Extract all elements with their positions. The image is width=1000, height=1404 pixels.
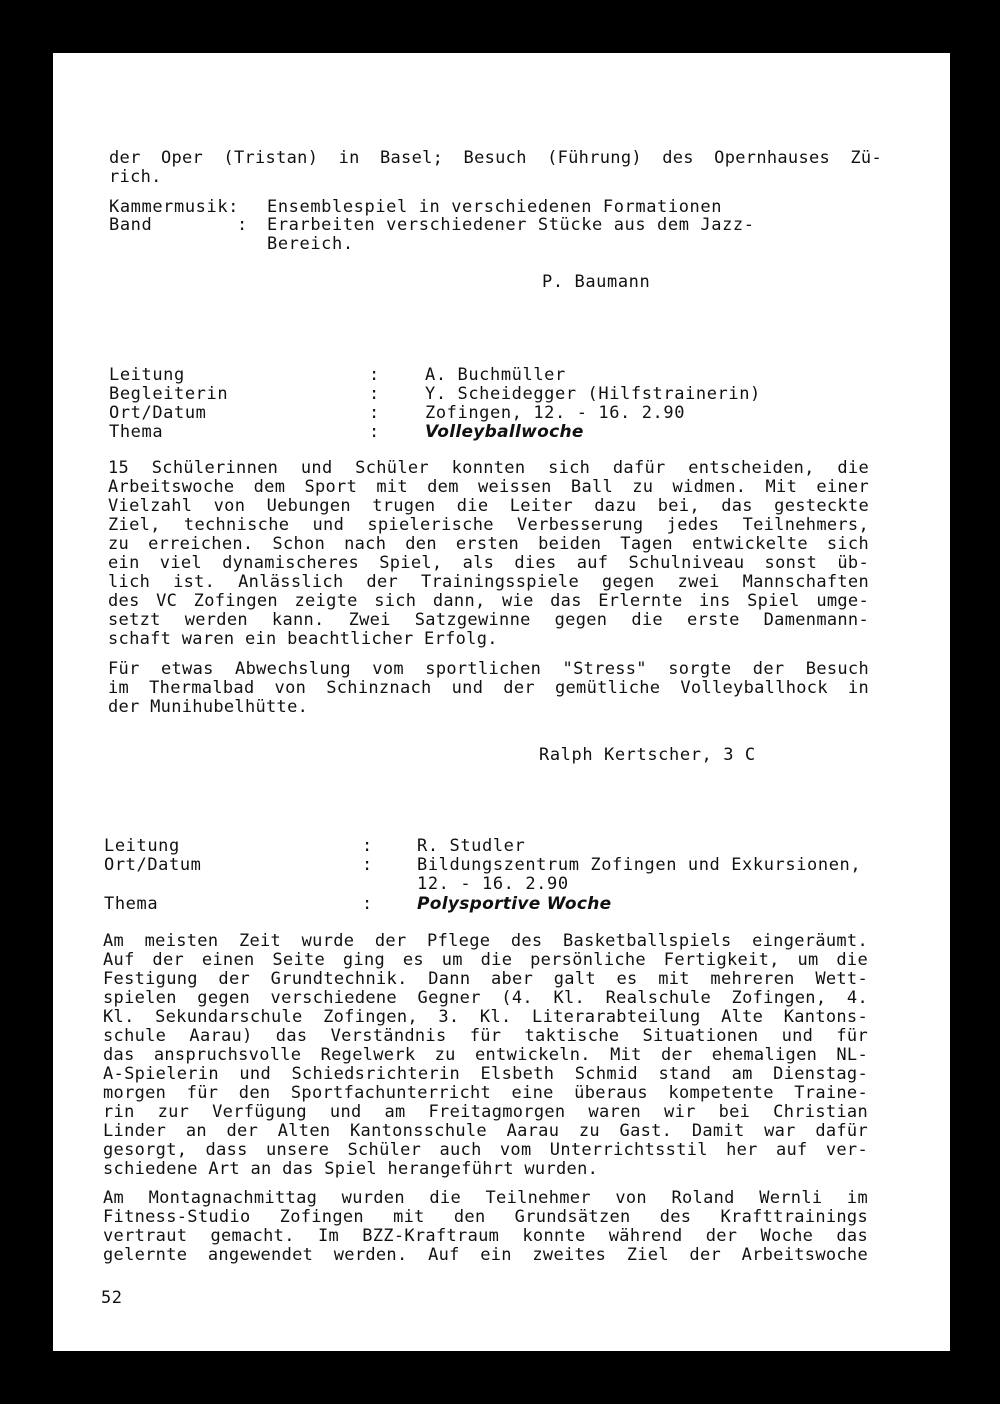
text-line: gesorgt, dass unsere Schüler auch vom Unterrichtsstil her auf ver- <box>103 1140 868 1160</box>
meta-label-ort-datum: Ort/Datum <box>104 855 202 875</box>
band-label: Band <box>109 215 153 235</box>
text-line: Auf der einen Seite ging es um die persönliche Fertigkeit, um die <box>103 950 868 970</box>
meta-value-ort-datum: Zofingen, 12. - 16. 2.90 <box>425 403 686 423</box>
meta-value-leitung: R. Studler <box>417 836 526 856</box>
text-line: rin zur Verfügung und am Freitagmorgen waren wir bei Christian <box>103 1102 868 1122</box>
text-line: setzt werden kann. Zwei Satzgewinne gegen die erste Damenmann- <box>108 610 869 630</box>
kammermusik-value: Ensemblespiel in verschiedenen Formationen <box>267 197 723 217</box>
text-line: zu erreichen. Schon nach den ersten beiden Tagen entwickelte sich <box>108 534 869 554</box>
text-line: Fitness-Studio Zofingen mit den Grundsätzen des Krafttrainings <box>103 1207 868 1227</box>
kammermusik-label: Kammermusik: <box>109 197 240 217</box>
text-line: schaft waren ein beachtlicher Erfolg. <box>108 629 498 649</box>
text-line: morgen für den Sportfachunterricht eine überaus kompetente Traine- <box>103 1083 868 1103</box>
opening-paragraph <box>109 149 882 187</box>
meta-colon: : <box>369 422 380 442</box>
text-line: im Thermalbad von Schinznach und der gemütliche Volleyballhock in <box>108 678 869 698</box>
document-page <box>53 53 950 1351</box>
meta-value-begleiterin: Y. Scheidegger (Hilfstrainerin) <box>425 384 761 404</box>
text-line: Kl. Sekundarschule Zofingen, 3. Kl. Literarabteilung Alte Kantons- <box>103 1007 868 1027</box>
text-line: spielen gegen verschiedene Gegner (4. Kl. Realschule Zofingen, 4. <box>103 988 868 1008</box>
text-line: Linder an der Alten Kantonsschule Aarau zu Gast. Damit war dafür <box>103 1121 868 1141</box>
meta-label-begleiterin: Begleiterin <box>109 384 229 404</box>
signature-baumann: P. Baumann <box>542 272 651 292</box>
page-number: 52 <box>101 1288 123 1308</box>
meta-label-ort-datum: Ort/Datum <box>109 403 207 423</box>
text-line: Vielzahl von Uebungen trugen die Leiter dazu bei, das gesteckte <box>108 496 869 516</box>
text-line: vertraut gemacht. Im BZZ-Kraftraum konnte während der Woche das <box>103 1226 868 1246</box>
polysport-paragraph-1 <box>103 932 868 1179</box>
text-line: rich. <box>109 167 162 187</box>
meta-colon: : <box>369 403 380 423</box>
meta-colon: : <box>362 855 373 875</box>
text-line: ein viel dynamischeres Spiel, als dies auf Schulniveau sonst üb- <box>108 553 869 573</box>
meta-colon: : <box>369 365 380 385</box>
meta-value-date: 12. - 16. 2.90 <box>417 874 569 894</box>
signature-kertscher: Ralph Kertscher, 3 C <box>539 745 756 765</box>
text-line: der Oper (Tristan) in Basel; Besuch (Führung) des Opernhauses Zü- <box>109 148 882 168</box>
music-section <box>109 198 889 258</box>
meta-label-leitung: Leitung <box>109 365 185 385</box>
meta-value-ort-datum: Bildungszentrum Zofingen und Exkursionen, <box>417 855 862 875</box>
text-line: Ziel, technische und spielerische Verbesserung jedes Teilnehmers, <box>108 515 869 535</box>
band-value-continued: Bereich. <box>267 234 354 254</box>
text-line: A-Spielerin und Schiedsrichterin Elsbeth Schmid stand am Dienstag- <box>103 1064 868 1084</box>
meta-label-thema: Thema <box>109 422 164 442</box>
text-line: schule Aarau) das Verständnis für taktische Situationen und für <box>103 1026 868 1046</box>
text-line: lich ist. Anlässlich der Trainingsspiele gegen zwei Mannschaften <box>108 572 869 592</box>
text-line: Am Montagnachmittag wurden die Teilnehmer von Roland Wernli im <box>103 1188 868 1208</box>
text-line: des VC Zofingen zeigte sich dann, wie das Erlernte ins Spiel umge- <box>108 591 869 611</box>
meta-value-leitung: A. Buchmüller <box>425 365 566 385</box>
polysport-paragraph-2 <box>103 1189 868 1265</box>
meta-colon: : <box>362 836 373 856</box>
text-line: 15 Schülerinnen und Schüler konnten sich dafür entscheiden, die <box>108 458 869 478</box>
text-line: das anspruchsvolle Regelwerk zu entwickeln. Mit der ehemaligen NL- <box>103 1045 868 1065</box>
band-colon: : <box>237 215 248 235</box>
text-line: schiedene Art an das Spiel herangeführt wurden. <box>103 1159 599 1179</box>
text-line: Arbeitswoche dem Sport mit dem weissen Ball zu widmen. Mit einer <box>108 477 869 497</box>
meta-colon: : <box>362 894 373 914</box>
polysport-meta <box>104 837 894 917</box>
text-line: Für etwas Abwechslung vom sportlichen "Stress" sorgte der Besuch <box>108 659 869 679</box>
text-line: der Munihubelhütte. <box>108 697 309 717</box>
volleyball-paragraph-1 <box>108 459 869 649</box>
volleyball-paragraph-2 <box>108 660 869 717</box>
text-line: Am meisten Zeit wurde der Pflege des Basketballspiels eingeräumt. <box>103 931 868 951</box>
meta-label-thema: Thema <box>104 894 159 914</box>
volleyball-meta <box>109 366 889 446</box>
meta-value-thema: Volleyballwoche <box>425 422 584 442</box>
text-line: gelernte angewendet werden. Auf ein zweites Ziel der Arbeitswoche <box>103 1245 868 1265</box>
band-value: Erarbeiten verschiedener Stücke aus dem Jazz- <box>267 215 755 235</box>
meta-colon: : <box>369 384 380 404</box>
meta-value-thema: Polysportive Woche <box>417 894 612 914</box>
meta-label-leitung: Leitung <box>104 836 180 856</box>
text-line: Festigung der Grundtechnik. Dann aber galt es mit mehreren Wett- <box>103 969 868 989</box>
